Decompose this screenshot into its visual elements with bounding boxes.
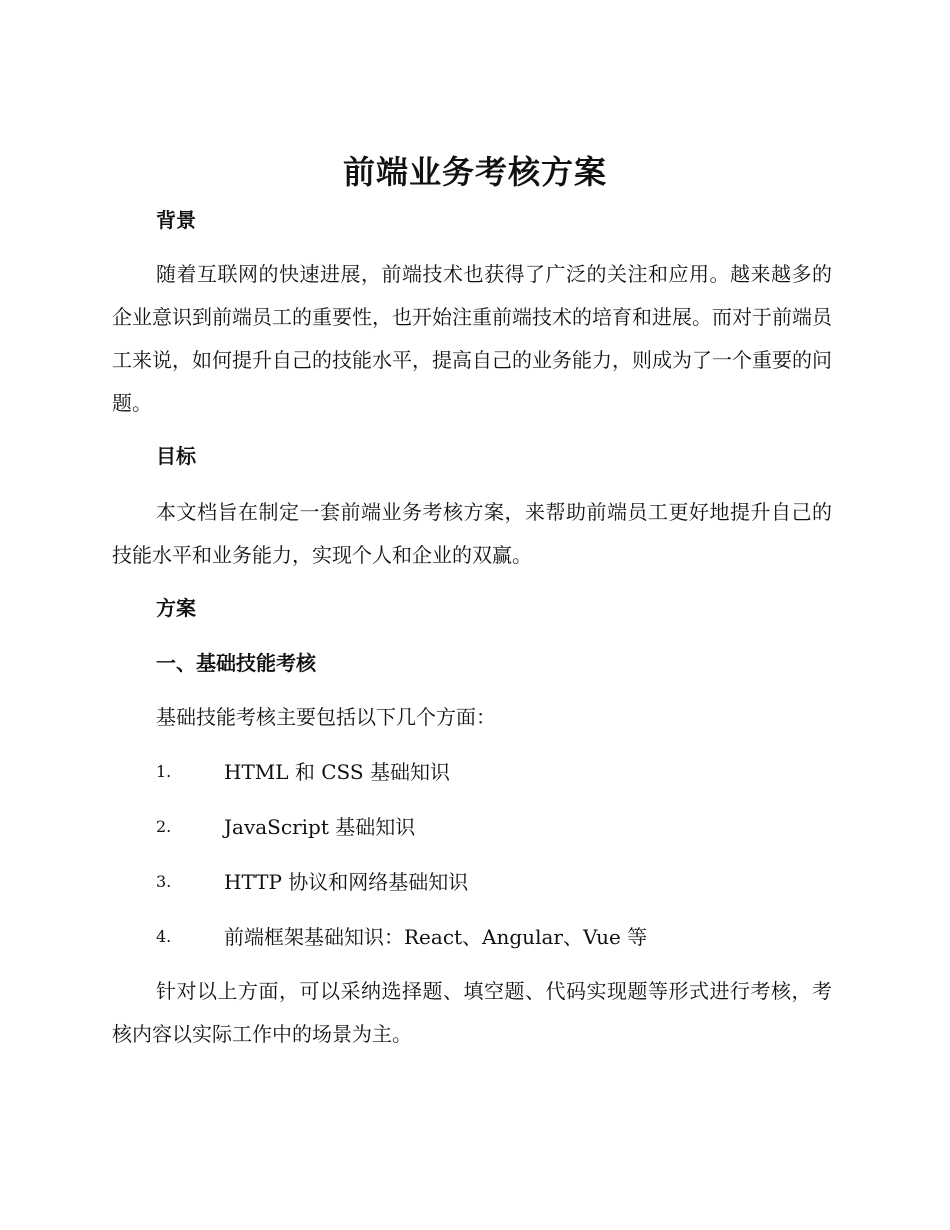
section-heading-plan: 方案 (156, 596, 196, 620)
list-item-number: 4. (156, 927, 172, 946)
list-item-number: 2. (156, 817, 172, 836)
list-item-number: 1. (156, 762, 172, 781)
basic-skills-closing-paragraph: 针对以上方面，可以采纳选择题、填空题、代码实现题等形式进行考核，考核内容以实际工作中的场景为主。 (112, 979, 832, 1046)
background-paragraph: 随着互联网的快速进展，前端技术也获得了广泛的关注和应用。越来越多的企业意识到前端员工的重要性，也开始注重前端技术的培育和进展。而对于前端员工来说，如何提升自己的技能水平，提高自己的业务能力，则成为了一个重要的问题。 (112, 262, 832, 415)
section-heading-goal: 目标 (156, 444, 196, 468)
list-item-text: JavaScript 基础知识 (224, 815, 416, 839)
goal-paragraph: 本文档旨在制定一套前端业务考核方案，来帮助前端员工更好地提升自己的技能水平和业务能力，实现个人和企业的双赢。 (112, 500, 832, 567)
list-item-text: HTTP 协议和网络基础知识 (224, 870, 469, 894)
list-item-number: 3. (156, 872, 172, 891)
list-item-text: 前端框架基础知识：React、Angular、Vue 等 (224, 925, 648, 949)
section-heading-background: 背景 (156, 208, 196, 232)
subheading-basic-skills: 一、基础技能考核 (156, 651, 316, 675)
document-title: 前端业务考核方案 (342, 153, 607, 191)
list-item-text: HTML 和 CSS 基础知识 (224, 760, 450, 784)
basic-skills-intro: 基础技能考核主要包括以下几个方面： (156, 705, 496, 729)
